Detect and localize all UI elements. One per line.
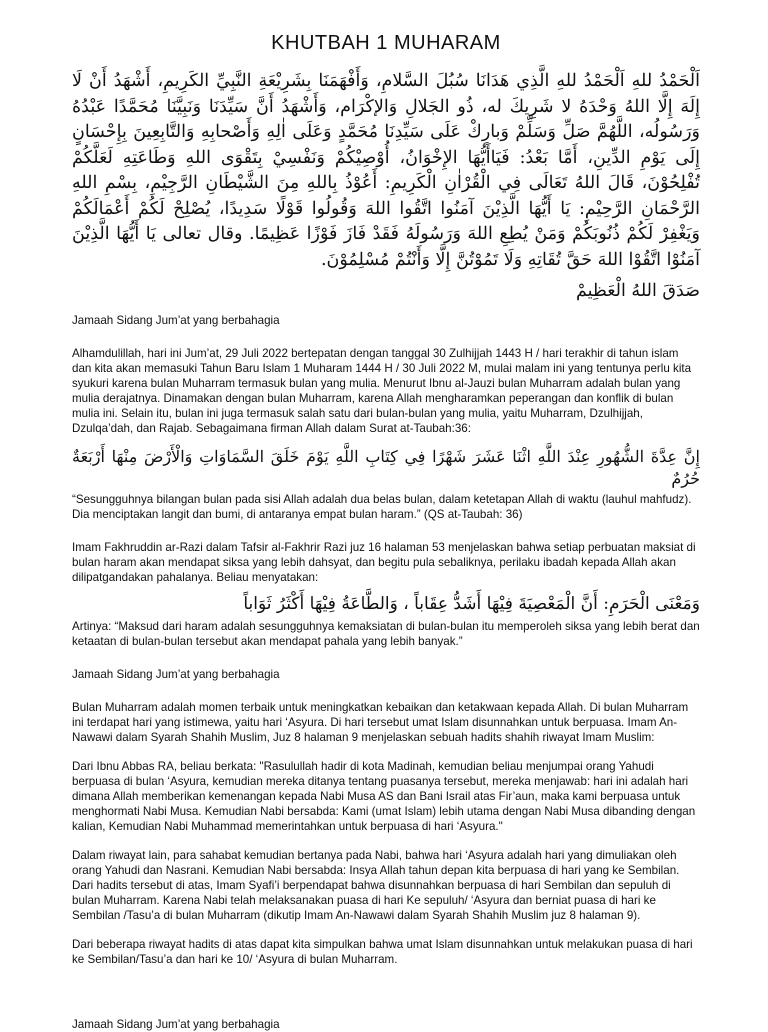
paragraph-conclusion: Dari beberapa riwayat hadits di atas dapat kita simpulkan bahwa umat Islam disunnahkan untuk melakukan puasa di hari ke Sembilan/Tasu’a dan hari ke 10/ ‘Asyura di bulan Muharram. — [72, 937, 693, 966]
page-title: KHUTBAH 1 MUHARAM — [271, 32, 501, 54]
quote-translation: Artinya: “Maksud dari haram adalah sesungguhnya kemaksiatan di bulan-bulan itu memperoleh siksa yang lebih berat dan ketaatan di bulan-bulan tersebut akan mendapat pahala yang lebih banyak.” — [72, 619, 700, 648]
paragraph-razi: Imam Fakhruddin ar-Razi dalam Tafsir al-Fakhrir Razi juz 16 halaman 53 menjelaskan bahwa setiap perbuatan maksiat di bulan haram akan mendapat siksa yang lebih dahsyat, dan begitu pula sebaliknya, perilaku ibadah kepada Allah akan dilipatgandakan pahalanya. Beliau menyatakan: — [72, 540, 696, 584]
ayah-at-taubah: إِنَّ عِدَّةَ الشُّهُورِ عِنْدَ اللَّهِ اثْنَا عَشَرَ شَهْرًا فِي كِتَابِ اللَّهِ يَوْمَ خَلَقَ السَّمَاوَاتِ وَالْأَرْضَ مِنْهَا أَرْبَعَةٌ حُرُمٌ — [72, 446, 700, 488]
salutation: Jamaah Sidang Jum’at yang berbahagia — [72, 667, 280, 681]
quote-razi-arabic: وَمَعْنَى الْحَرَمِ: أَنَّ الْمَعْصِيَةَ فِيْهَا أَشَدُّ عِقَاباً ، وَالطَّاعَةُ فِيْهَا أَكْثَرُ ثَوَاباً — [243, 593, 700, 614]
salutation: Jamaah Sidang Jum’at yang berbahagia — [72, 313, 280, 327]
arabic-opening: اَلْحَمْدُ للهِ اَلْحَمْدُ للهِ الَّذِي هَدَانَا سُبُلَ السَّلامِ، وَأَفْهَمَنَا بِشَرِيْعَةِ النَّبِيِّ الكَرِيمِ، أَشْهَدُ أَنْ لَا إِلَهَ إِلَّا اللهُ وَحْدَهُ لا شَرِيكَ له، ذُو الجَلالِ وَالإكْرَام، وَأَشْهَدُ أَنَّ سَيِّدَنَا وَنَبِيَّنَا مُحَمَّدًا عَبْدُهُ وَرَسُولُه، اللَّهُمَّ صَلِّ وَسَلِّمْ وَبارِكْ عَلَى سَيِّدِنَا مُحَمَّدٍ وَعَلَى اٰلِهِ وَأَصْحابِهِ وَالتَّابِعِينَ بِإِحْسَانٍ إِلَى يَوْمِ الدِّينِ، أَمَّا بَعْدُ: فَيَاأَيُّهَا الإِخْوَانُ، أُوْصِيْكُمْ وَنَفْسِيْ بِتَقْوَى اللهِ وَطَاعَتِهِ لَعَلَّكُمْ تُفْلِحُوْنَ، قَالَ اللهُ تَعَالَى فِي الْقُرْاٰنِ الْكَرِيمِ: أَعُوْذُ بِاللهِ مِنَ الشَّيْطَانِ الرَّجِيْمِ، بِسْمِ اللهِ الرَّحْمَانِ الرَّحِيْمِ: يَا أَيُّهَا الَّذِيْنَ آمَنُوا اتَّقُوا اللهَ وَقُولُوا قَوْلًا سَدِيدًا، يُصْلِحْ لَكُمْ أَعْمَالَكُمْ وَيَغْفِرْ لَكُمْ ذُنُوبَكُمْ وَمَنْ يُطِعِ اللهَ وَرَسُولَهُ فَقَدْ فَازَ فَوْزًا عَظِيمًا. وقال تعالى يَا أَيُّهَا الَّذِيْنَ آمَنُوْا اتَّقُوْا اللهَ حَقَّ تُقَاتِهِ وَلَا تَمُوْتُنَّ إِلَّا وَأَنْتُمْ مُسْلِمُوْنَ. — [72, 71, 700, 270]
paragraph-hadith: Dari Ibnu Abbas RA, beliau berkata: "Rasulullah hadir di kota Madinah, kemudian beliau menjumpai orang Yahudi berpuasa di bulan ‘Asyura, kemudian mereka ditanya tentang puasanya tersebut, mereka menjawab: hari ini adalah hari dimana Allah memberikan kemenangan kepada Nabi Musa AS dan Bani Israil atas Fir’aun, maka kami berpuasa untuk menghormati Nabi Musa. Kemudian Nabi bersabda: Kami (umat Islam) lebih utama dengan Nabi Musa dibanding dengan kalian, Kemudian Nabi Muhammad memerintahkan untuk berpuasa di hari ‘Asyura." — [72, 759, 696, 833]
paragraph-intro: Alhamdulillah, hari ini Jum’at, 29 Juli 2022 bertepatan dengan tanggal 30 Zulhijjah 1443 H / hari terakhir di tahun islam dan kita akan memasuki Tahun Baru Islam 1 Muharam 1444 H / 30 Juli 2022 M, mulai malam ini yang tentunya perlu kita syukuri karena bulan Muharram termasuk bulan yang mulia. Menurut Ibnu al-Jauzi bulan Muharram adalah bulan yang mulia derajatnya. Dinamakan dengan bulan Muharram, karena Allah mengharamkan peperangan dan konflik di bulan mulia ini. Selain itu, bulan ini juga termasuk salah satu dari bulan-bulan yang mulia, yaitu Muharram, Dzulhijjah, Dzulqa’dah, dan Rajab. Sebagaimana firman Allah dalam Surat at-Taubah:36: — [72, 346, 692, 435]
paragraph-riwayat: Dalam riwayat lain, para sahabat kemudian bertanya pada Nabi, bahwa hari ‘Asyura adalah hari yang dimuliakan oleh orang Yahudi dan Nasrani. Kemudian Nabi bersabda: Insya Allah tahun depan kita berpuasa di hari yang ke Sembilan. Dari hadits tersebut di atas, Imam Syafi’i berpendapat bahwa disunnahkan berpuasa di hari Sembilan dan sepuluh di bulan Muharram. Karena Nabi telah melaksanakan puasa di hari Ke sepuluh/ ‘Asyura dan berniat puasa di hari ke Sembilan /Tasu’a di bulan Muharram (dikutip Imam An-Nawawi dalam Syarah Shahih Muslim juz 8 halaman 9). — [72, 848, 680, 922]
salutation: Jamaah Sidang Jum’at yang berbahagia — [72, 1017, 280, 1031]
ayah-translation: “Sesungguhnya bilangan bulan pada sisi Allah adalah dua belas bulan, dalam ketetapan Allah di waktu (lauhul mahfudz). Dia menciptakan langit dan bumi, di antaranya empat bulan haram.” (QS at-Taubah: 36) — [72, 492, 692, 521]
paragraph-muharram: Bulan Muharram adalah momen terbaik untuk meningkatkan kebaikan dan ketakwaan kepada Allah. Di bulan Muharram ini terdapat hari yang istimewa, yaitu hari ‘Asyura. Di hari tersebut umat Islam disunnahkan untuk berpuasa. Imam An-Nawawi dalam Syarah Shahih Muslim, Juz 8 halaman 9 menjelaskan sebuah hadits shahih riwayat Imam Muslim: — [72, 700, 689, 744]
arabic-closing: صَدَقَ اللهُ الْعَظِيمْ — [575, 281, 700, 301]
